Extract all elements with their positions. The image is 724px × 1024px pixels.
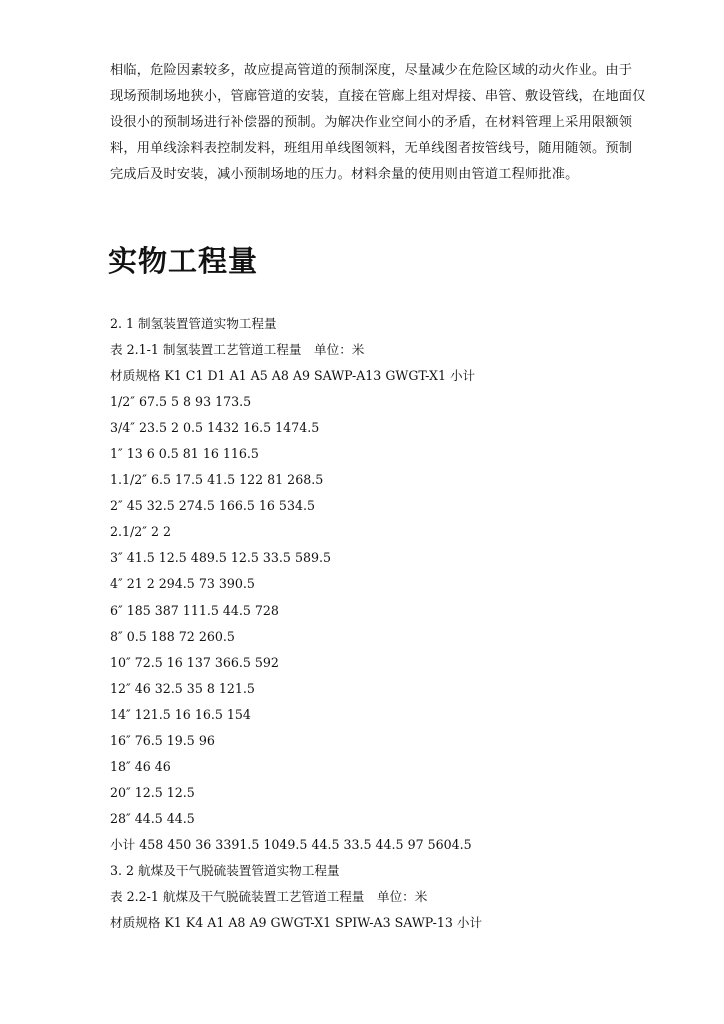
paragraph-line: 料，用单线涂料表控制发料，班组用单线图领料，无单线图者按管线号，随用随领。预制 [110, 141, 633, 156]
table-row: 14″ 121.5 16 16.5 154 [110, 706, 251, 722]
paragraph-line: 完成后及时安装，减小预制场地的压力。材料余量的使用则由管道工程师批准。 [110, 167, 579, 182]
table-row: 20″ 12.5 12.5 [110, 784, 195, 800]
table-row: 12″ 46 32.5 35 8 121.5 [110, 680, 255, 696]
table-row: 6″ 185 387 111.5 44.5 728 [110, 602, 279, 618]
section-heading: 实物工程量 [108, 244, 259, 278]
table-row: 10″ 72.5 16 137 366.5 592 [110, 654, 279, 670]
table-row: 1/2″ 67.5 5 8 93 173.5 [110, 394, 252, 410]
table-row: 8″ 0.5 188 72 260.5 [110, 628, 235, 644]
table-row: 1″ 13 6 0.5 81 16 116.5 [110, 446, 259, 462]
table-row: 4″ 21 2 294.5 73 390.5 [110, 576, 255, 592]
table-row: 28″ 44.5 44.5 [110, 810, 195, 826]
paragraph-line: 相临，危险因素较多，故应提高管道的预制深度，尽量减少在危险区域的动火作业。由于 [110, 63, 633, 78]
quantity-listing [110, 311, 670, 936]
table-row: 16″ 76.5 19.5 96 [110, 732, 215, 748]
table-row: 2.1/2″ 2 2 [110, 524, 172, 540]
paragraph-line: 设很小的预制场进行补偿器的预制。为解决作业空间小的矛盾，在材料管理上采用限额领 [110, 115, 633, 130]
table-header-row: 材质规格 K1 C1 D1 A1 A5 A8 A9 SAWP-A13 GWGT-X1 小计 [110, 368, 476, 384]
table-row: 2″ 45 32.5 274.5 166.5 16 534.5 [110, 498, 315, 514]
paragraph-line: 现场预制场地狭小，管廊管道的安装，直接在管廊上组对焊接、串管、敷设管线，在地面仅 [110, 89, 646, 104]
table-caption: 表 2.2-1 航煤及干气脱硫装置工艺管道工程量 单位：米 [110, 889, 428, 905]
table-row: 3″ 41.5 12.5 489.5 12.5 33.5 589.5 [110, 550, 332, 566]
subsection-title: 2. 1 制氢装置管道实物工程量 [110, 316, 277, 331]
table-header-row: 材质规格 K1 K4 A1 A8 A9 GWGT-X1 SPIW-A3 SAWP-13 小计 [110, 915, 483, 931]
table-row: 1.1/2″ 6.5 17.5 41.5 122 81 268.5 [110, 472, 324, 488]
table-row: 3/4″ 23.5 2 0.5 1432 16.5 1474.5 [110, 420, 320, 436]
table-total-row: 小计 458 450 36 3391.5 1049.5 44.5 33.5 44.5 97 5604.5 [110, 836, 472, 852]
intro-paragraph [110, 58, 646, 188]
subsection-title: 3. 2 航煤及干气脱硫装置管道实物工程量 [110, 862, 340, 878]
table-row: 18″ 46 46 [110, 758, 171, 774]
table-caption: 表 2.1-1 制氢装置工艺管道工程量 单位：米 [110, 342, 365, 358]
